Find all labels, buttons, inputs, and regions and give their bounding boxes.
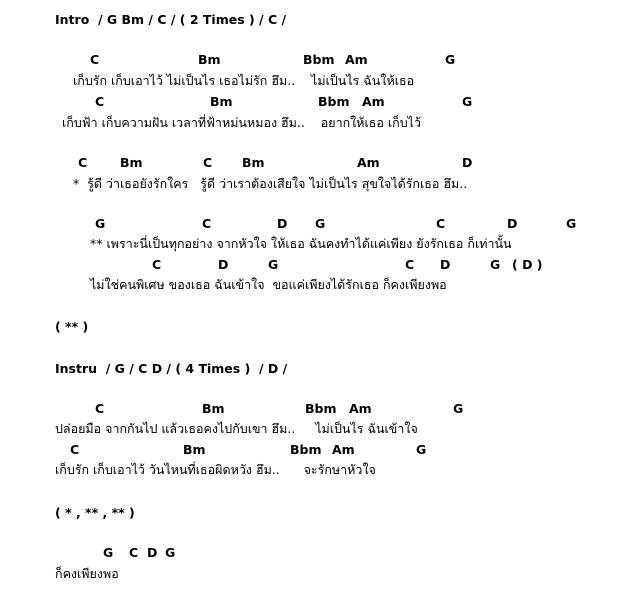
chord: C [203,155,213,170]
chord: C [90,52,100,67]
instrumental-line: Instru / G / C D / ( 4 Times ) / D / [55,361,288,376]
chord: Bm [198,52,221,67]
chord: D [147,545,158,560]
chord: G [315,216,326,231]
chord: G [95,216,106,231]
lyric-line: ไม่ใช่คนพิเศษ ของเธอ ฉันเข้าใจ ขอแค่เพียงได้รักเธอ ก็คงเพียงพอ [90,277,447,292]
chord: Bbm [305,401,337,416]
lyric-line: เก็บรัก เก็บเอาไว้ ไม่เป็นไร เธอไม่รัก ฮึม.. ไม่เป็นไร ฉันให้เธอ [73,73,415,88]
chord: G [462,94,473,109]
chord: D [440,257,451,272]
lyric-line: ก็คงเพียงพอ [55,566,119,581]
lyric-line: เก็บรัก เก็บเอาไว้ วันไหนที่เธอผิดหวัง ฮึม.. จะรักษาหัวใจ [55,462,376,477]
chord: C [405,257,415,272]
chord: D [462,155,473,170]
chord: C [129,545,139,560]
chord: Am [332,442,355,457]
chord: Bbm [303,52,335,67]
chord: Am [349,401,372,416]
chord: Bm [242,155,265,170]
chord: D [277,216,288,231]
chord: Am [357,155,380,170]
chord: C [95,401,105,416]
chord: C [202,216,212,231]
chord: G [416,442,427,457]
chord: G [165,545,176,560]
chord: Am [362,94,385,109]
chord: Bm [120,155,143,170]
lyric-line: * รู้ดี ว่าเธอยังรักใคร รู้ดี ว่าเราต้องเสียใจ ไม่เป็นไร สุขใจได้รักเธอ ฮึม.. [73,176,468,191]
chord: C [78,155,88,170]
lyric-line: ** เพราะนี่เป็นทุกอย่าง จากหัวใจ ให้เธอ ฉันคงทำได้แค่เพียง ยังรักเธอ ก็เท่านั้น [90,236,512,251]
repeat-marker: ( ** ) [55,319,89,334]
chord: ( D ) [512,257,543,272]
chord: Bm [183,442,206,457]
chord: C [152,257,162,272]
chord: Am [345,52,368,67]
lyric-line: ปล่อยมือ จากกันไป แล้วเธอคงไปกับเขา ฮึม.. ไม่เป็นไร ฉันเข้าใจ [55,421,418,436]
chord: Bbm [318,94,350,109]
chord: G [268,257,279,272]
chord: C [70,442,80,457]
chord: D [218,257,229,272]
chord: Bm [202,401,225,416]
chord: G [490,257,501,272]
intro-line: Intro / G Bm / C / ( 2 Times ) / C / [55,12,287,27]
chord: C [95,94,105,109]
chord: C [436,216,446,231]
chord: G [453,401,464,416]
chord: Bm [210,94,233,109]
chord: Bbm [290,442,322,457]
repeat-marker: ( * , ** , ** ) [55,505,135,520]
chord: D [507,216,518,231]
lyric-line: เก็บฟ้า เก็บความฝัน เวลาที่ฟ้าหม่นหมอง ฮึม.. อยากให้เธอ เก็บไว้ [62,115,421,130]
chord: G [566,216,577,231]
chord: G [445,52,456,67]
chord: G [103,545,114,560]
